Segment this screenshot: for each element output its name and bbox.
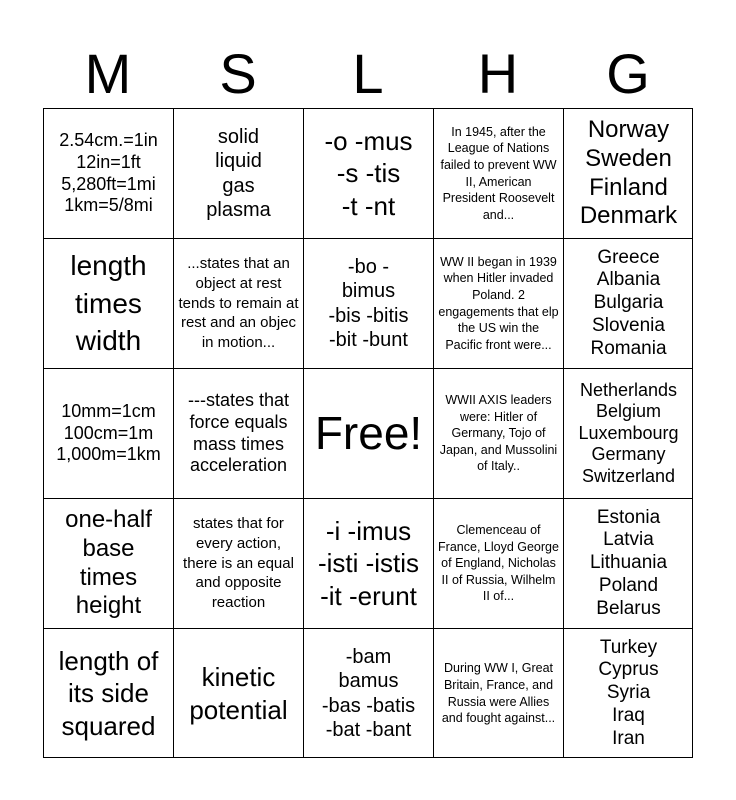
header-letter-m: M [84, 42, 132, 105]
cell-text: kinetic potential [189, 662, 288, 725]
cell-text: Greece Albania Bulgaria Slovenia Romania [590, 246, 667, 359]
bingo-cell-r4-c5[interactable] [563, 498, 693, 628]
bingo-cell-r5-c2[interactable] [173, 628, 303, 758]
bingo-cell-r2-c5[interactable] [563, 238, 693, 368]
bingo-cell-r4-c4[interactable] [433, 498, 563, 628]
cell-text: -i -imus -isti -istis -it -erunt [317, 515, 420, 611]
cell-text: length of its side squared [58, 645, 159, 741]
bingo-cell-r1-c1[interactable] [43, 108, 173, 238]
bingo-board [43, 108, 693, 758]
bingo-cell-r5-c1[interactable] [43, 628, 173, 758]
bingo-cell-r2-c2[interactable] [173, 238, 303, 368]
cell-text: -o -mus -s -tis -t -nt [324, 125, 413, 221]
cell-text: Norway Sweden Finland Denmark [579, 115, 678, 230]
cell-text: WWII AXIS leaders were: Hitler of Germany, Tojo of Japan, and Mussolini of Italy.. [439, 392, 558, 474]
cell-text: Clemenceau of France, Lloyd George of England, Nicholas II of Russia, Wilhelm II of... [438, 522, 559, 604]
header-letter-g: G [606, 42, 650, 105]
cell-text: 10mm=1cm 100cm=1m 1,000m=1km [56, 401, 161, 465]
cell-text: -bam bamus -bas -batis -bat -bant [321, 645, 416, 741]
bingo-cell-r3-c1[interactable] [43, 368, 173, 498]
cell-text: ---states that force equals mass times acceleration [187, 390, 290, 476]
bingo-cell-r2-c3[interactable] [303, 238, 433, 368]
bingo-cell-r3-c4[interactable] [433, 368, 563, 498]
bingo-cell-r4-c3[interactable] [303, 498, 433, 628]
cell-text: length times width [70, 249, 147, 357]
header-letter-h: H [477, 42, 519, 105]
header-letter-l: L [352, 42, 384, 105]
cell-text: 2.54cm.=1in 12in=1ft 5,280ft=1mi 1km=5/8mi [59, 130, 158, 216]
cell-text: WW II began in 1939 when Hitler invaded Poland. 2 engagements that elp the US win the Pacific front were... [438, 254, 559, 352]
bingo-cell-r1-c4[interactable] [433, 108, 563, 238]
cell-text: -bo - bimus -bis -bitis -bit -bunt [328, 255, 409, 351]
free-space-text: Free! [314, 407, 423, 460]
bingo-cell-r2-c1[interactable] [43, 238, 173, 368]
cell-text: one-half base times height [65, 505, 152, 620]
bingo-cell-free[interactable] [303, 368, 433, 498]
bingo-cell-r2-c4[interactable] [433, 238, 563, 368]
bingo-cell-r1-c2[interactable] [173, 108, 303, 238]
bingo-header [43, 40, 693, 108]
bingo-cell-r4-c2[interactable] [173, 498, 303, 628]
cell-text: Netherlands Belgium Luxembourg Germany Switzerland [578, 379, 679, 486]
cell-text: ...states that an object at rest tends to remain at rest and an objec in motion... [178, 255, 299, 352]
cell-text: In 1945, after the League of Nations failed to prevent WW II, American President Roosevelt and... [440, 124, 557, 222]
bingo-cell-r3-c5[interactable] [563, 368, 693, 498]
bingo-cell-r5-c4[interactable] [433, 628, 563, 758]
bingo-cell-r5-c5[interactable] [563, 628, 693, 758]
bingo-cell-r5-c3[interactable] [303, 628, 433, 758]
cell-text: Turkey Cyprus Syria Iraq Iran [598, 636, 659, 749]
cell-text: states that for every action, there is an equal and opposite reaction [183, 515, 294, 612]
bingo-cell-r4-c1[interactable] [43, 498, 173, 628]
cell-text: solid liquid gas plasma [206, 125, 271, 221]
bingo-cell-r3-c2[interactable] [173, 368, 303, 498]
cell-text: Estonia Latvia Lithuania Poland Belarus [589, 506, 668, 619]
header-letter-s: S [219, 42, 257, 105]
cell-text: During WW I, Great Britain, France, and Russia were Allies and fought against... [441, 661, 556, 726]
bingo-cell-r1-c5[interactable] [563, 108, 693, 238]
bingo-cell-r1-c3[interactable] [303, 108, 433, 238]
